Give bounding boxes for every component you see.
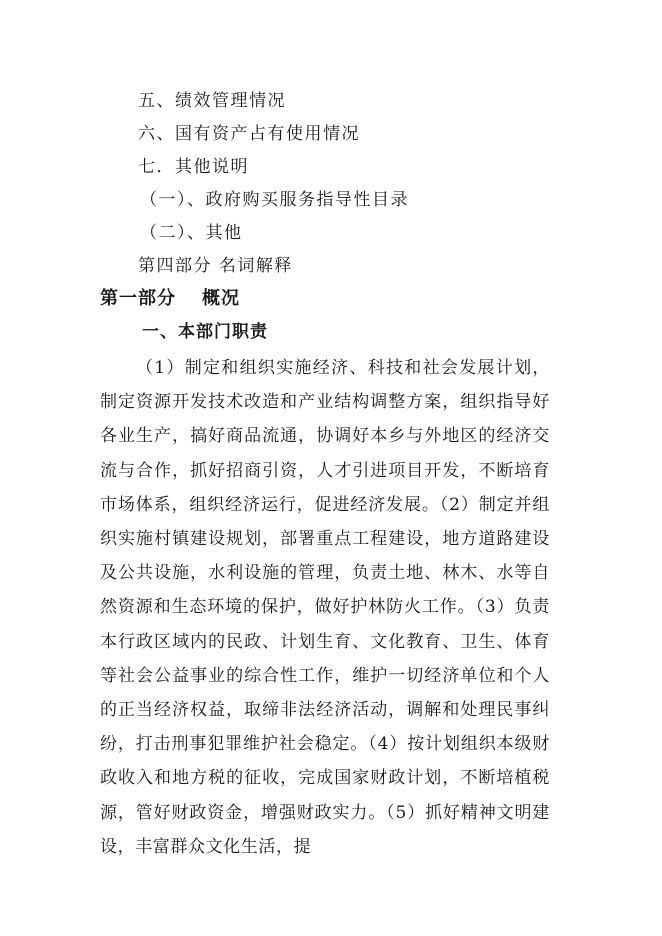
part-one-heading	[100, 287, 240, 311]
responsibilities-paragraph: （1）制定和组织实施经济、科技和社会发展计划，制定资源开发技术改造和产业结构调整方案，组织指导好各业生产，搞好商品流通，协调好本乡与外地区的经济交流与合作，抓好招商引资，人才引进项目开发，不断培育市场体系，组织经济运行，促进经济发展。（2）制定并组织实施村镇建设规划，部署重点工程建设，地方道路建设及公共设施，水利设施的管理，负责土地、林木、水等自然资源和生态环境的保护，做好护林防火工作。（3）负责本行政区域内的民政、计划生育、文化教育、卫生、体育等社会公益事业的综合性工作，维护一切经济单位和个人的正当经济权益，取缔非法经济活动，调解和处理民事纠纷，打击刑事犯罪维护社会稳定。（4）按计划组织本级财政收入和地方税的征收，完成国家财政计划，不断培植税源，管好财政资金，增强财政实力。（5）抓好精神文明建设，丰富群众文化生活，提	[100, 358, 550, 857]
toc-item-government-purchase-catalog: （一）、政府购买服务指导性目录	[140, 190, 409, 210]
toc-item-performance-management: 五、绩效管理情况	[138, 91, 286, 111]
toc-item-state-assets: 六、国有资产占有使用情况	[138, 124, 360, 144]
toc-item-other-notes: 七．其他说明	[138, 157, 249, 177]
section-heading-department-duties: 一、本部门职责	[142, 322, 268, 342]
toc-item-glossary: 第四部分 名词解释	[138, 256, 293, 276]
part-one-number: 第一部分	[100, 288, 176, 309]
part-one-title: 概况	[202, 288, 240, 309]
toc-item-others: （二）、其他	[140, 223, 243, 243]
